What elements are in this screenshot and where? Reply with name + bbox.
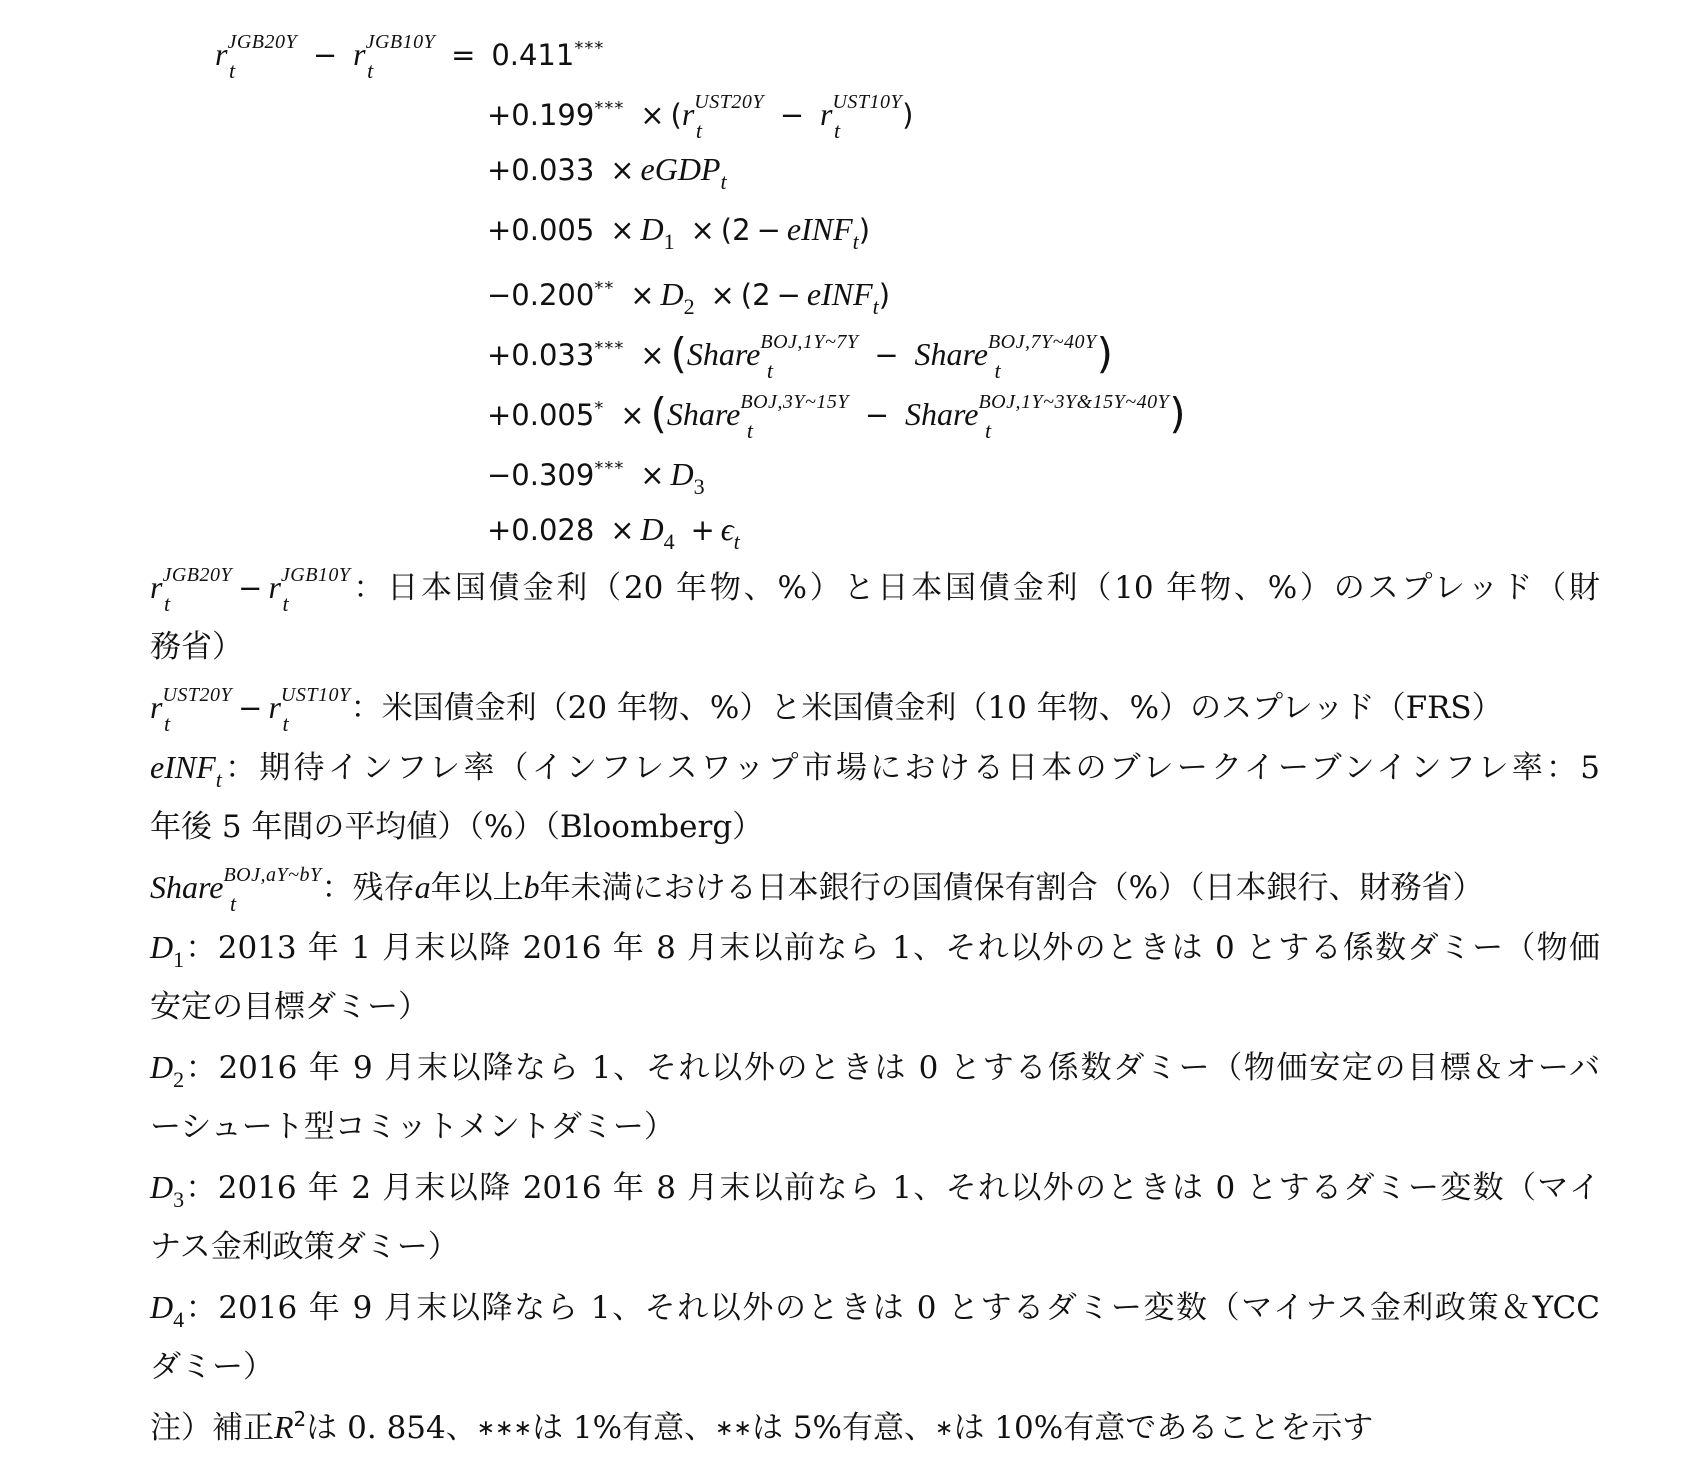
def-d3: $D_3$：2016 年 2 月末以降 2016 年 8 月末以前なら 1、それ以外のときは 0 とするダミー変数（マイ	[150, 1169, 1600, 1212]
def-d4: $D_4$：2016 年 9 月末以降なら 1、それ以外のときは 0 とするダミー変数（マイナス金利政策＆YCC	[150, 1289, 1600, 1332]
def-d1-cont: 安定の目標ダミー）	[150, 989, 429, 1025]
def-share: Share t $^{BOJ,aY\sim bY}$：残存a年以上b年未満における日本銀行の国債保有割合（%）（日本銀行、財務省）	[150, 864, 1484, 916]
jgb10-symbol: r t $^{JGB10Y}$	[353, 31, 436, 83]
def-d2-cont: ーシュート型コミットメントダミー）	[150, 1109, 675, 1145]
constant-term: 0.411	[491, 38, 575, 72]
def-jgb-spread-cont: 務省）	[150, 629, 243, 665]
equation-term-1: +0.199*** × (r t $^{UST20Y}$ − r t $^{UST10Y}$)	[487, 91, 914, 143]
equation-term-4: $-0.200^{**} \times D_2 \times (2$ − eINF$_t$)	[487, 276, 891, 319]
def-einf-cont: 年後 5 年間の平均値）（%）（Bloomberg）	[150, 809, 764, 845]
def-einf: eINF$_t$：期待インフレ率（インフレスワップ市場における日本のブレークイーブンインフレ率：5	[150, 749, 1600, 792]
equation-term-8: $+0.028 \times D_4 + \epsilon_t$	[487, 511, 740, 554]
equation-term-6: +0.005* × (Share t $^{BOJ,3Y\sim 15Y}$ − Share t $^{BOJ,1Y\sim 3Y\&15Y\sim 40Y}$)	[487, 389, 1186, 443]
def-d3-cont: ナス金利政策ダミー）	[150, 1229, 459, 1265]
jgb20-symbol: r t $^{JGB20Y}$	[215, 31, 298, 83]
def-d1: $D_1$：2013 年 1 月末以降 2016 年 8 月末以前なら 1、それ以外のときは 0 とする係数ダミー（物価	[150, 929, 1600, 972]
equation-term-3: $+0.005 \times D_1 \times (2$ − eINF$_t$)	[487, 211, 871, 254]
equation-term-5: +0.033*** × (Share t $^{BOJ,1Y\sim 7Y}$ − Share t $^{BOJ,7Y\sim 40Y}$)	[487, 329, 1113, 383]
def-ust-spread: r t $^{UST20Y}$ − r t $^{UST10Y}$：米国債金利（20 年物、%）と米国債金利（10 年物、%）のスプレッド（FRS）	[150, 684, 1503, 736]
note: 注）補正$R^2$は 0. 854、∗∗∗は 1%有意、∗∗は 5%有意、∗は 10%有意であることを示す	[150, 1407, 1374, 1446]
equation-term-2: +0.033 × eGDP$_t$	[487, 151, 727, 194]
def-jgb-spread: r t $^{JGB20Y}$ − r t $^{JGB10Y}$：日本国債金利（20 年物、%）と日本国債金利（10 年物、%）のスプレッド（財	[150, 564, 1600, 616]
def-d4-cont: ダミー）	[150, 1349, 274, 1385]
equation-lhs: r t $^{JGB20Y}$ − r t $^{JGB10Y}$ = 0.411***	[215, 20, 604, 78]
def-d2: $D_2$：2016 年 9 月末以降なら 1、それ以外のときは 0 とする係数ダミー（物価安定の目標＆オーバ	[150, 1049, 1600, 1092]
equation-term-7: $-0.309^{***} \times D_3$	[487, 456, 705, 499]
